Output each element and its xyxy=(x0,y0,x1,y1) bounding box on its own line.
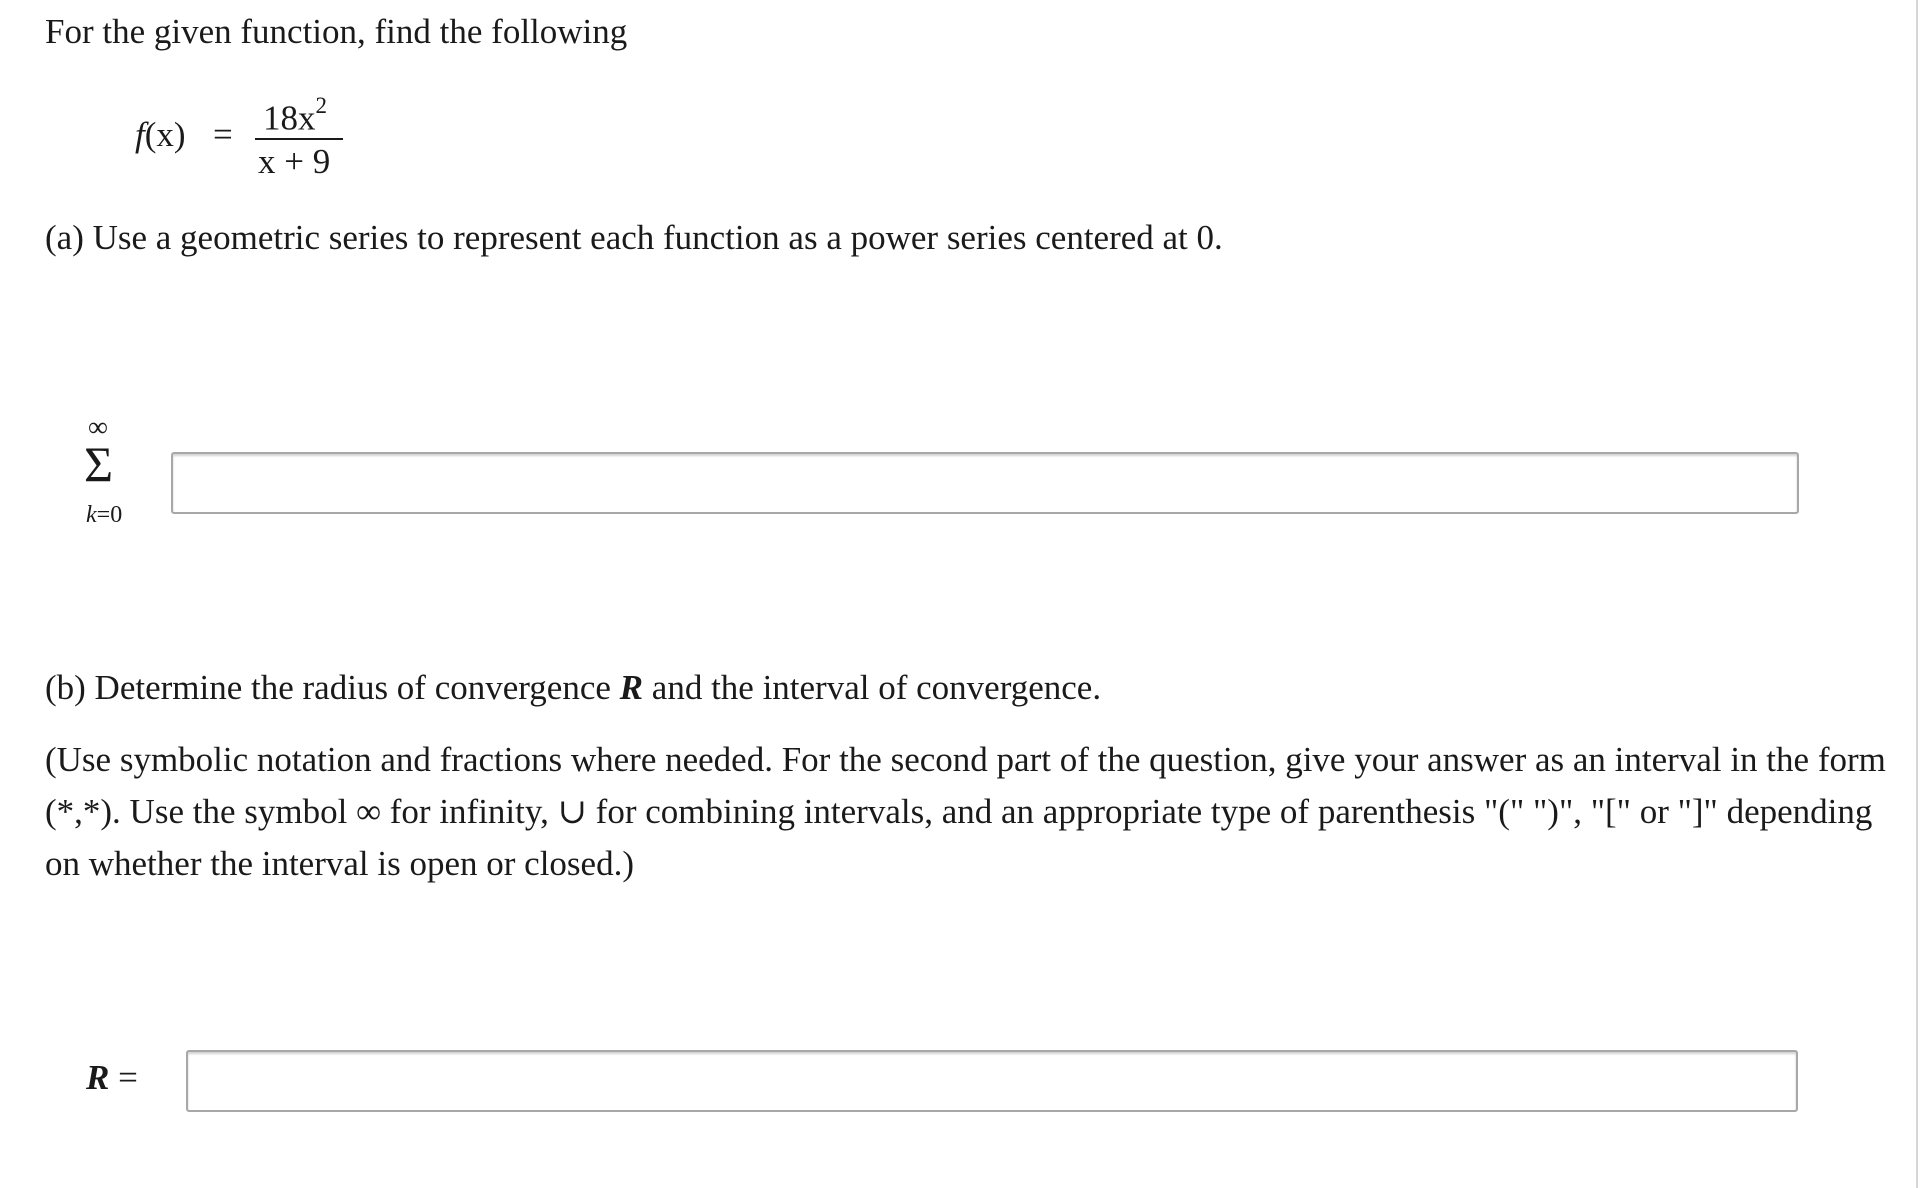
function-name: f xyxy=(135,115,145,154)
numerator-exponent: 2 xyxy=(315,93,327,118)
fraction-numerator xyxy=(263,88,327,141)
sum-index: k xyxy=(86,502,97,528)
page-right-edge xyxy=(1916,0,1918,1188)
function-equals: = xyxy=(213,115,233,154)
answer-instructions: (Use symbolic notation and fractions where needed. For the second part of the question, give your answer as an interval in the form (*,*). Use the symbol ∞ for infinity, ∪ for combining intervals, and an appropriate type of parenthesis "(" ")", "[" or "]" depending on whether the interval is open or closed.) xyxy=(45,740,1886,883)
sum-start: =0 xyxy=(96,502,123,528)
radius-symbol: R xyxy=(619,668,644,707)
part-b-text-end: and the interval of convergence. xyxy=(643,668,1102,707)
fraction-denominator: x + 9 xyxy=(258,142,331,181)
sigma-symbol: Σ xyxy=(84,436,114,492)
function-arg: (x) xyxy=(144,115,186,154)
part-a-prompt: (a) Use a geometric series to represent each function as a power series centered at 0. xyxy=(45,218,1223,257)
radius-label-equals: = xyxy=(109,1058,138,1097)
radius-label-symbol: R xyxy=(86,1058,110,1097)
power-series-input[interactable] xyxy=(171,452,1799,514)
numerator-base: 18x xyxy=(263,98,316,138)
sum-lower-limit xyxy=(86,500,122,530)
sum-upper-limit: ∞ xyxy=(88,412,108,443)
question-intro: For the given function, find the following xyxy=(45,12,628,51)
radius-input[interactable] xyxy=(186,1050,1798,1112)
part-b-prompt xyxy=(45,662,1101,714)
part-b-text-start: (b) Determine the radius of convergence xyxy=(45,668,620,707)
function-lhs xyxy=(135,113,186,157)
radius-label xyxy=(86,1052,138,1104)
